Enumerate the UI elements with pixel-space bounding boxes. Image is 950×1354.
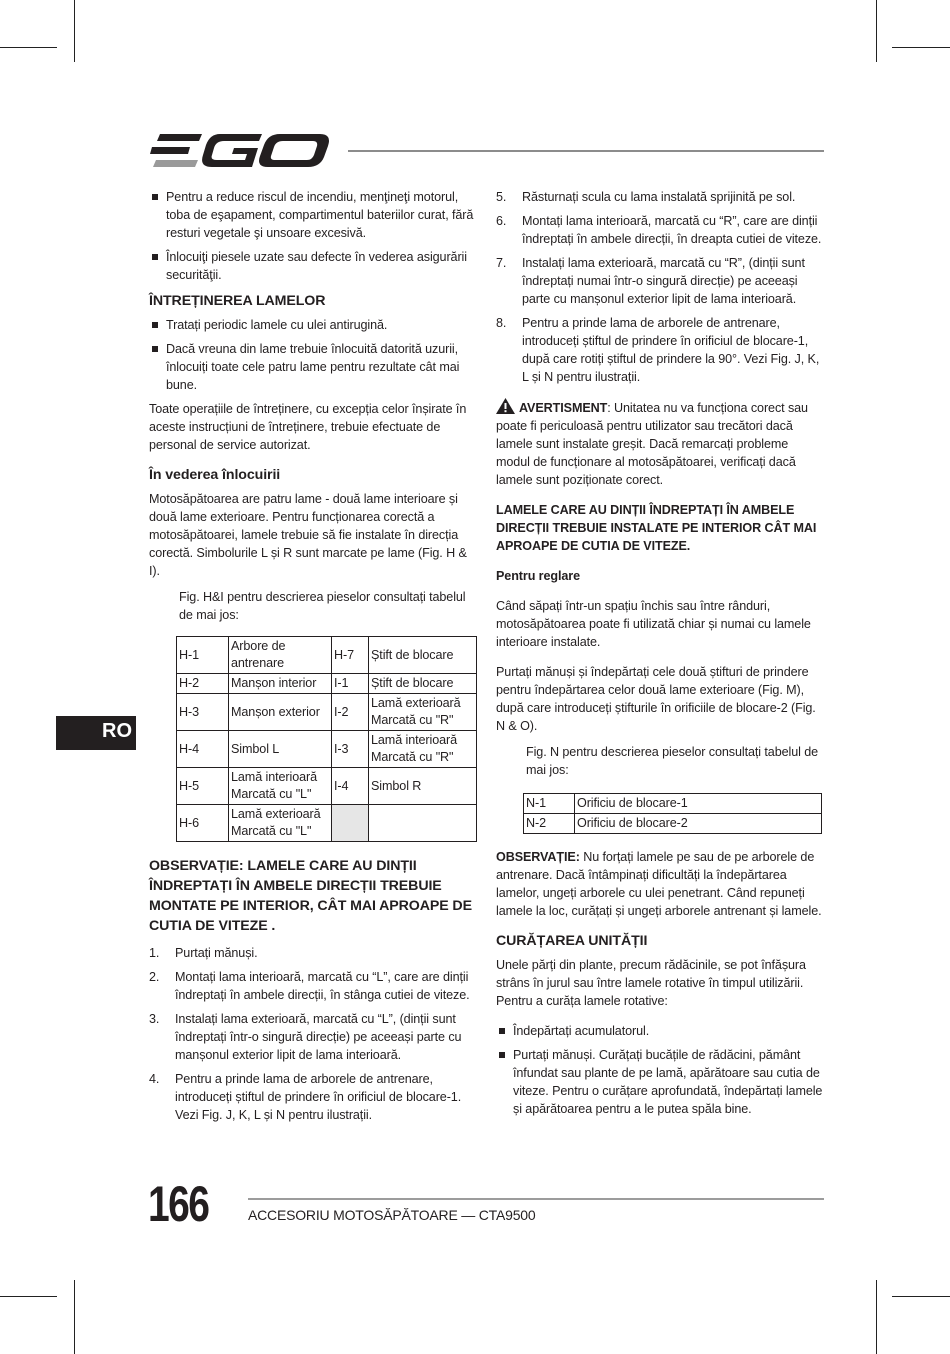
list-item: Purtați mănuși. Curățați bucățile de rădăcini, pământ înfundat sau plante de pe lamă, apărătoare sau cutia de viteze. Pentru o curățare aprofundată, îndepărtați lamele și apărătoarea pentru a le putea spăla bine.: [496, 1046, 824, 1118]
table-row: [177, 694, 477, 731]
table-cell: H-5: [177, 768, 229, 805]
crop-mark: [876, 1280, 877, 1354]
table-cell: Lamă interioară Marcată cu "L": [229, 768, 332, 805]
step-text: Instalați lama exterioară, marcată cu “L”, (dinții sunt îndreptați într-o singură direcție) pe aceeași parte cu manșonul exterior lipit de lama interioară.: [175, 1012, 462, 1062]
list-item: Dacă vreuna din lame trebuie înlocuită datorită uzurii, înlocuiți toate cele patru lame pentru rezultate cât mai bune.: [149, 340, 479, 394]
step-text: Purtați mănuși.: [175, 946, 258, 960]
table-cell-empty: [332, 805, 369, 842]
step-text: Montați lama interioară, marcată cu “L”, care are dinții îndreptați în ambele direcții, în stânga cutiei de viteze.: [175, 970, 470, 1002]
step-number: 4.: [149, 1072, 160, 1086]
observation-heading: [149, 856, 479, 936]
page-number: 166: [148, 1176, 209, 1232]
table-row: [177, 637, 477, 674]
table-cell: Știft de blocare: [369, 637, 477, 674]
step-text: Răsturnați scula cu lama instalată sprijinită pe sol.: [522, 190, 796, 204]
paragraph-cleaning: Unele părți din plante, precum rădăcinile, se pot înfășura strâns în jurul sau între lamele rotative în timpul utilizării. Pentru a curăța lamele rotative:: [496, 958, 806, 1008]
step-number: 1.: [149, 946, 160, 960]
observation-label: OBSERVAȚIE:: [496, 850, 580, 864]
crop-mark: [74, 0, 75, 62]
section-heading-replacement: În vederea înlocuirii: [149, 467, 281, 483]
list-item: Îndepărtați acumulatorul.: [496, 1022, 824, 1040]
crop-mark: [0, 1296, 57, 1297]
paragraph-adjust-2: Purtați mănuși și îndepărtați cele două știfturi de prindere pentru îndepărtarea celor două lame exterioare (Fig. M), după care introduceți știfturile în orificiile de blocare-2 (Fig. N & O).: [496, 665, 816, 733]
table-cell: N-2: [524, 814, 575, 834]
step-text: Instalați lama exterioară, marcată cu “R”, (dinții sunt îndreptați numai într-o singură direcție) pe aceeași parte cu manșonul exterior lipit de lama interioară.: [522, 256, 805, 306]
table-cell: Simbol R: [369, 768, 477, 805]
footer-title: ACCESORIU MOTOSĂPĂTOARE — CTA9500: [248, 1207, 536, 1223]
crop-mark: [876, 0, 877, 62]
table-cell: Lamă exterioară Marcată cu "R": [369, 694, 477, 731]
n-parts-table: [523, 793, 822, 834]
left-column: [149, 188, 479, 1130]
language-tab: [56, 716, 136, 750]
step-item: [496, 254, 824, 308]
table-row: [177, 805, 477, 842]
crop-mark: [892, 1296, 950, 1297]
table-cell: H-3: [177, 694, 229, 731]
table-cell: H-2: [177, 674, 229, 694]
step-number: 5.: [496, 190, 507, 204]
header-rule: [348, 150, 824, 152]
table-cell: Arbore de antrenare: [229, 637, 332, 674]
section-heading-maintenance: ÎNTREȚINEREA LAMELOR: [149, 293, 326, 309]
step-item: [149, 944, 479, 962]
warning-paragraph: [496, 398, 824, 489]
observation-heading-line2: CUTIA DE VITEZE .: [149, 918, 276, 934]
crop-mark: [74, 1280, 75, 1354]
table-cell: Manșon exterior: [229, 694, 332, 731]
step-text: Pentru a prinde lama de arborele de antrenare, introduceți știftul de prindere în orificiul de blocare-1. Vezi Fig. J, K, L și N pentru ilustrații.: [175, 1072, 462, 1122]
table-cell: Lamă exterioară Marcată cu "L": [229, 805, 332, 842]
table-cell: H-1: [177, 637, 229, 674]
warning-label: AVERTISMENT: [519, 401, 608, 415]
table-cell: I-3: [332, 731, 369, 768]
step-number: 7.: [496, 256, 507, 270]
table-cell: H-7: [332, 637, 369, 674]
table-cell: I-4: [332, 768, 369, 805]
crop-mark: [892, 47, 950, 48]
table-row: [177, 768, 477, 805]
step-item: [149, 968, 479, 1004]
observation-paragraph: [496, 848, 824, 920]
bold-notice: LAMELE CARE AU DINȚII ÎNDREPTAȚI ÎN AMBELE DIRECȚII TREBUIE INSTALATE PE INTERIOR CÂT MAI APROAPE DE CUTIA DE VITEZE.: [496, 503, 817, 553]
section-heading-cleaning: CURĂȚAREA UNITĂȚII: [496, 933, 648, 949]
table-cell: Simbol L: [229, 731, 332, 768]
table-cell: H-6: [177, 805, 229, 842]
figure-caption-hi: Fig. H&I pentru descrierea pieselor consultați tabelul de mai jos:: [179, 590, 466, 622]
table-cell-empty: [369, 805, 477, 842]
table-cell: I-1: [332, 674, 369, 694]
warning-text: : Unitatea nu va funcționa corect sau poate fi periculoasă pentru utilizator sau trecători dacă lamele sunt instalate greșit. Dacă remarcați probleme modul de funcționare al motosăpătoarei, verificați dacă lamele sunt poziționate corect.: [496, 401, 808, 487]
table-row: [177, 731, 477, 768]
step-number: 8.: [496, 316, 507, 330]
step-item: [496, 314, 824, 386]
list-item: Înlocuiţi piesele uzate sau defecte în vederea asigurării securităţii.: [149, 248, 479, 284]
step-item: [149, 1010, 479, 1064]
table-cell: Lamă interioară Marcată cu "R": [369, 731, 477, 768]
table-cell: Orificiu de blocare-1: [575, 794, 822, 814]
step-text: Montați lama interioară, marcată cu “R”, care are dinții îndreptați în ambele direcții, în dreapta cutiei de viteze.: [522, 214, 822, 246]
crop-mark: [0, 47, 57, 48]
step-item: [496, 188, 824, 206]
paragraph-service: Toate operațiile de întreținere, cu excepția celor înșirate în aceste instrucțiuni de întreținere, trebuie efectuate de personal de service autorizat.: [149, 402, 467, 452]
list-item: Tratați periodic lamele cu ulei antirugină.: [149, 316, 479, 334]
parts-table: [176, 636, 477, 842]
table-cell: H-4: [177, 731, 229, 768]
step-number: 2.: [149, 970, 160, 984]
warning-icon: [496, 398, 515, 414]
observation-text: Nu forțați lamele pe sau de pe arborele de antrenare. Dacă întâmpinați dificultăți la îndepărtarea lamelor, ungeți arborele cu ulei penetrant. Când repuneți lamele la loc, curățați și ungeți arborele antrenant și lamele.: [496, 850, 822, 918]
table-row: [177, 674, 477, 694]
list-item: Pentru a reduce riscul de incendiu, menţineţi motorul, toba de eşapament, compartimentul bateriilor curat, fără resturi vegetale şi unsoare excesivă.: [149, 188, 479, 242]
ego-logo: [150, 130, 332, 172]
footer-rule: [248, 1198, 824, 1200]
table-cell: Orificiu de blocare-2: [575, 814, 822, 834]
table-cell: Manșon interior: [229, 674, 332, 694]
step-text: Pentru a prinde lama de arborele de antrenare, introduceți știftul de prindere în orificiul de blocare-1, după care rotiți știftul de prindere la 90°. Vezi Fig. J, K, L și N pentru ilustrații.: [522, 316, 820, 384]
figure-caption-n: Fig. N pentru descrierea pieselor consultați tabelul de mai jos:: [526, 745, 819, 777]
observation-heading-line1: OBSERVAȚIE: LAMELE CARE AU DINȚII ÎNDREPTAȚI ÎN AMBELE DIRECȚII TREBUIE MONTATE PE INTERIOR, CÂT MAI APROAPE DE: [149, 858, 472, 914]
step-number: 6.: [496, 214, 507, 228]
table-cell: N-1: [524, 794, 575, 814]
table-row: [524, 794, 822, 814]
table-cell: I-2: [332, 694, 369, 731]
section-heading-adjust: Pentru reglare: [496, 569, 580, 583]
paragraph-blades: Motosăpătoarea are patru lame - două lame interioare și două lame exterioare. Pentru funcționarea corectă a motosăpătoarei, lamele trebuie să fie instalate în direcția corectă. Simbolurile L și R sunt marcate pe lame (Fig. H & I).: [149, 492, 467, 578]
step-item: [496, 212, 824, 248]
step-number: 3.: [149, 1012, 160, 1026]
right-column: [496, 188, 824, 1124]
table-cell: Știft de blocare: [369, 674, 477, 694]
step-item: [149, 1070, 479, 1124]
paragraph-adjust-1: Când săpați într-un spațiu închis sau între rânduri, motosăpătoarea poate fi utilizată chiar și numai cu lamele interioare instalate.: [496, 599, 811, 649]
table-row: [524, 814, 822, 834]
language-tab-label: RO: [102, 720, 132, 742]
